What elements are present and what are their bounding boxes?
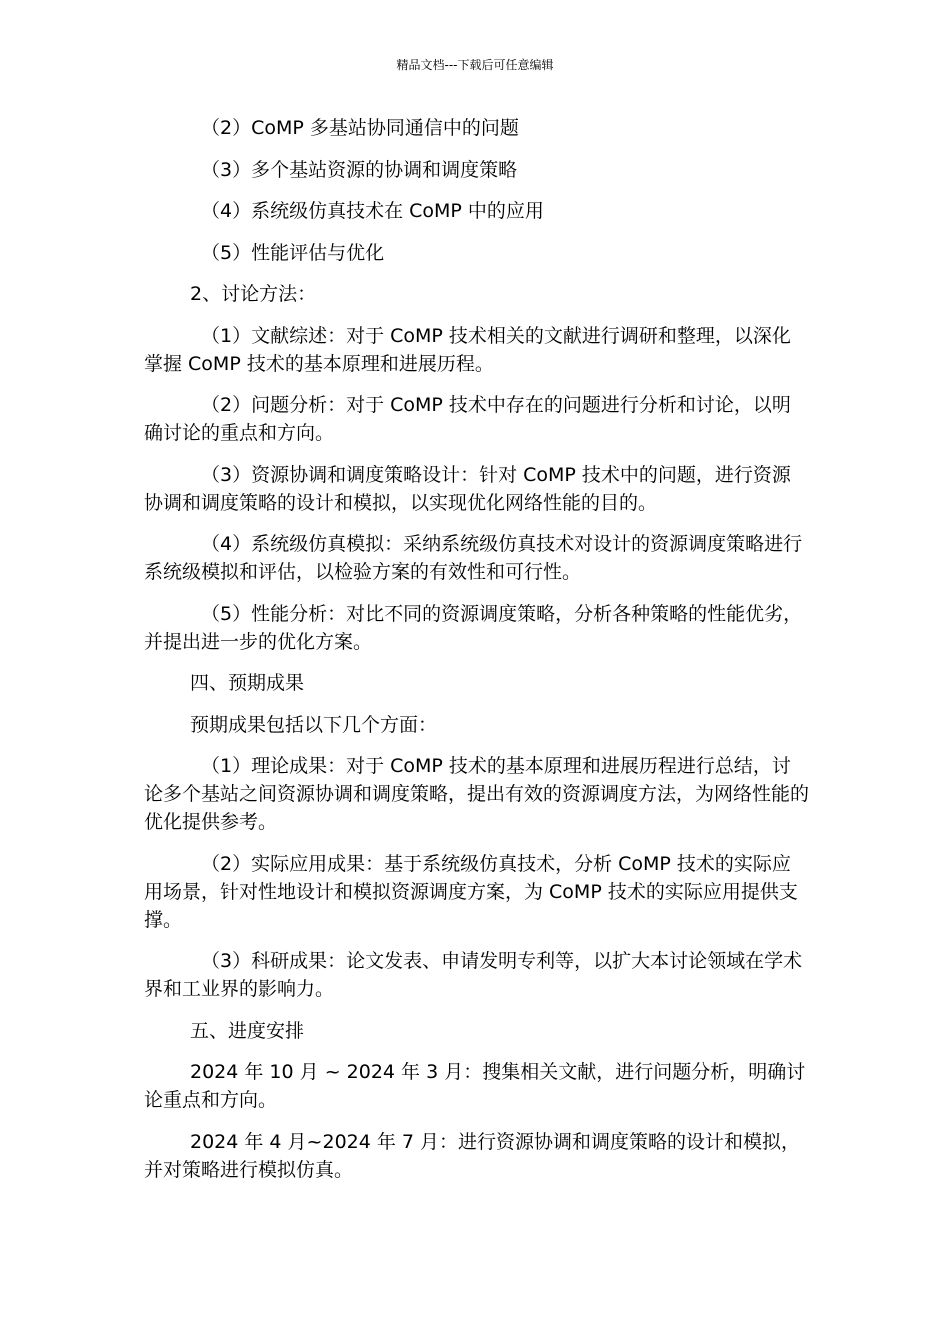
method-item: （2）问题分析：对于 CoMP 技术中存在的问题进行分析和讨论，以明确讨论的重点和方向。 [144,394,791,444]
research-topic-item: （2）CoMP 多基站协同通信中的问题 [201,117,519,139]
outcome-item: （2）实际应用成果：基于系统级仿真技术，分析 CoMP 技术的实际应用场景，针对性地设计和模拟资源调度方案，为 CoMP 技术的实际应用提供支撑。 [144,852,798,931]
document-body [144,114,809,1184]
research-topic-item: （5）性能评估与优化 [201,241,385,264]
section-heading: 五、进度安排 [190,1019,305,1042]
outcome-item: （1）理论成果：对于 CoMP 技术的基本原理和进展历程进行总结，讨论多个基站之间资源协调和调度策略，提出有效的资源调度方法，为网络性能的优化提供参考。 [144,755,810,833]
outcome-item: （3）科研成果：论文发表、申请发明专利等，以扩大本讨论领域在学术界和工业界的影响力。 [144,950,803,1000]
paragraph: 预期成果包括以下几个方面： [190,713,438,736]
method-item: （3）资源协调和调度策略设计：针对 CoMP 技术中的问题，进行资源协调和调度策略的设计和模拟，以实现优化网络性能的目的。 [144,463,791,514]
research-topic-item: （4）系统级仿真技术在 CoMP 中的应用 [201,200,544,222]
section-subheading: 2、讨论方法： [190,283,317,305]
research-topic-item: （3）多个基站资源的协调和调度策略 [201,158,518,181]
method-item: （1）文献综述：对于 CoMP 技术相关的文献进行调研和整理，以深化掌握 CoMP 技术的基本原理和进展历程。 [144,324,791,375]
schedule-item: 2024 年 10 月 ~ 2024 年 3 月：搜集相关文献，进行问题分析，明确讨论重点和方向。 [144,1061,806,1111]
method-item: （4）系统级仿真模拟：采纳系统级仿真技术对设计的资源调度策略进行系统级模拟和评估，以检验方案的有效性和可行性。 [144,533,803,583]
schedule-item: 2024 年 4 月~2024 年 7 月：进行资源协调和调度策略的设计和模拟，并对策略进行模拟仿真。 [144,1130,801,1181]
section-heading: 四、预期成果 [190,672,305,694]
page-header: 精品文档---下载后可任意编辑 [396,58,554,72]
method-item: （5）性能分析：对比不同的资源调度策略，分析各种策略的性能优劣，并提出进一步的优化方案。 [144,602,803,653]
